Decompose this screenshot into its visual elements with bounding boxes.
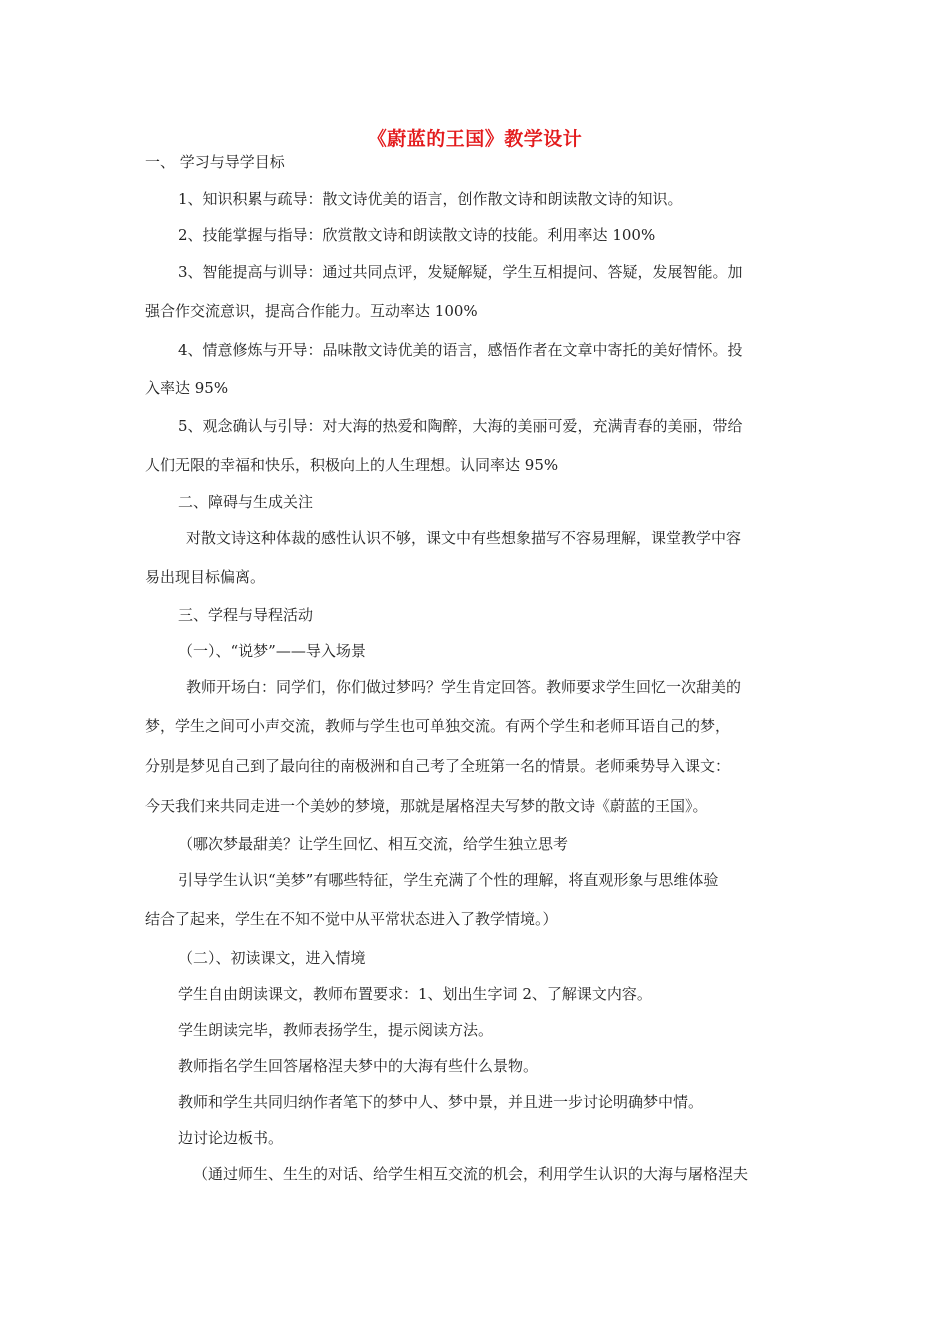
paragraph-line: 强合作交流意识，提高合作能力。互动率达 100% (145, 302, 478, 320)
paragraph-line: 入率达 95% (145, 379, 229, 397)
section-heading-2: 二、障碍与生成关注 (178, 493, 314, 511)
document-title: 《蔚蓝的王国》教学设计 (367, 128, 583, 150)
paragraph-line: 学生朗读完毕，教师表扬学生，提示阅读方法。 (178, 1021, 494, 1039)
paragraph-line: 对散文诗这种体裁的感性认识不够，课文中有些想象描写不容易理解，课堂教学中容 (186, 529, 742, 547)
paragraph-line: 教师开场白：同学们，你们做过梦吗？学生肯定回答。教师要求学生回忆一次甜美的 (186, 678, 742, 696)
paragraph-line: 结合了起来，学生在不知不觉中从平常状态进入了教学情境。） (145, 910, 558, 928)
section-heading-1: 一、 学习与导学目标 (145, 153, 285, 171)
paragraph-line: 易出现目标偏离。 (145, 568, 266, 586)
paragraph-line: 梦，学生之间可小声交流，教师与学生也可单独交流。有两个学生和老师耳语自己的梦， (145, 717, 731, 735)
paragraph-line: （哪次梦最甜美？让学生回忆、相互交流，给学生独立思考 (178, 835, 569, 853)
paragraph-line: 引导学生认识“美梦”有哪些特征，学生充满了个性的理解，将直观形象与思维体验 (178, 871, 719, 889)
paragraph-line: 1、知识积累与疏导：散文诗优美的语言，创作散文诗和朗读散文诗的知识。 (178, 190, 683, 208)
subsection-heading: （一）、“说梦”——导入场景 (178, 642, 366, 660)
paragraph-line: 教师指名学生回答屠格涅夫梦中的大海有些什么景物。 (178, 1057, 539, 1075)
paragraph-line: 边讨论边板书。 (178, 1129, 284, 1147)
paragraph-line: 学生自由朗读课文，教师布置要求：1、划出生字词 2、了解课文内容。 (178, 985, 652, 1003)
subsection-heading: （二）、初读课文，进入情境 (178, 949, 366, 967)
paragraph-line: （通过师生、生生的对话、给学生相互交流的机会，利用学生认识的大海与屠格涅夫 (193, 1165, 749, 1183)
paragraph-line: 人们无限的幸福和快乐，积极向上的人生理想。认同率达 95% (145, 456, 559, 474)
paragraph-line: 分别是梦见自己到了最向往的南极洲和自己考了全班第一名的情景。老师乘势导入课文： (145, 757, 731, 775)
paragraph-line: 教师和学生共同归纳作者笔下的梦中人、梦中景，并且进一步讨论明确梦中情。 (178, 1093, 704, 1111)
paragraph-line: 5、观念确认与引导：对大海的热爱和陶醉，大海的美丽可爱，充满青春的美丽，带给 (178, 417, 743, 435)
paragraph-line: 今天我们来共同走进一个美妙的梦境，那就是屠格涅夫写梦的散文诗《蔚蓝的王国》。 (145, 797, 708, 815)
paragraph-line: 2、技能掌握与指导：欣赏散文诗和朗读散文诗的技能。利用率达 100% (178, 226, 656, 244)
paragraph-line: 4、情意修炼与开导：品味散文诗优美的语言，感悟作者在文章中寄托的美好情怀。投 (178, 341, 743, 359)
section-heading-3: 三、学程与导程活动 (178, 606, 314, 624)
paragraph-line: 3、智能提高与训导：通过共同点评，发疑解疑，学生互相提问、答疑，发展智能。加 (178, 263, 743, 281)
